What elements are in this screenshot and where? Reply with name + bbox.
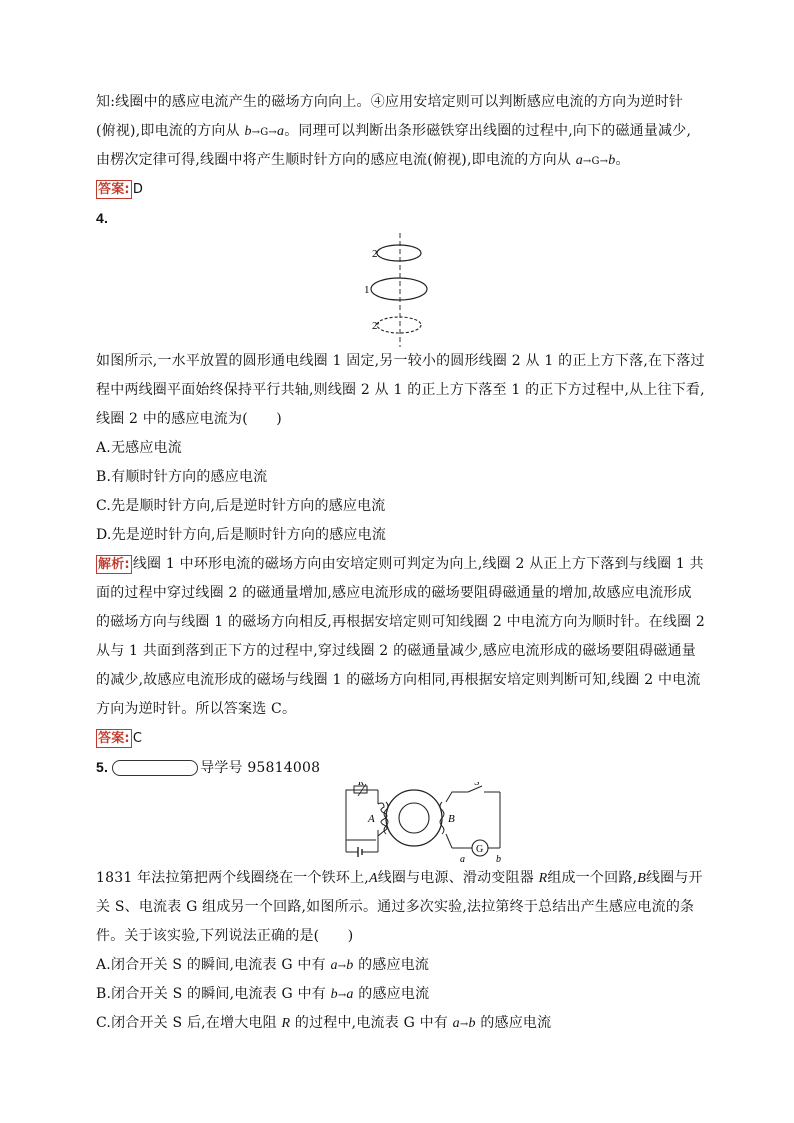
guide-number: 导学号 95814008 xyxy=(200,760,321,776)
guide-badge xyxy=(112,760,198,776)
coil-diagram xyxy=(96,233,696,347)
svg-text:G: G xyxy=(476,844,484,855)
text-line: 1831 年法拉第把两个线圈绕在一个铁环上,A线圈与电源、滑动变阻器 R组成一个回路,B线圈与开 xyxy=(96,870,703,886)
text-line: 由楞次定律可得,线圈中将产生顺时针方向的感应电流(俯视),即电流的方向从 a→G→b。 xyxy=(96,152,630,168)
circuit-figure xyxy=(96,782,696,864)
question-header: 5. 导学号 95814008 xyxy=(96,759,321,776)
iron-ring xyxy=(386,790,442,846)
label-coil-2-prime: 2' xyxy=(372,320,380,332)
option-c: C.先是顺时针方向,后是逆时针方向的感应电流 xyxy=(96,498,386,514)
analysis-line: 解析: 线圈 1 中环形电流的磁场方向由安培定则可判定为向上,线圈 2 从正上方下落到与线圈 1 共 xyxy=(98,556,704,572)
answer-value: C xyxy=(132,731,143,746)
text-line: 件。关于该实验,下列说法正确的是( ) xyxy=(96,928,354,944)
answer-line xyxy=(96,175,696,204)
coil-1 xyxy=(371,278,427,300)
text-line: 关 S、电流表 G 组成另一个回路,如图所示。通过多次实验,法拉第终于总结出产生感应电流的条 xyxy=(96,899,695,915)
analysis-line: 从与 1 共面到落到正下方的过程中,穿过线圈 2 的磁通量减少,感应电流形成的磁场要阻碍磁通量 xyxy=(96,643,696,659)
label-coil-1: 1 xyxy=(364,284,370,296)
text-line: 知:线圈中的感应电流产生的磁场方向向上。④应用安培定则可以判断感应电流的方向为逆时针 xyxy=(96,94,684,110)
option-b: B.有顺时针方向的感应电流 xyxy=(96,469,268,485)
text-line: 如图所示,一水平放置的圆形通电线圈 1 固定,另一较小的圆形线圈 2 从 1 的正上方下落,在下落过 xyxy=(96,353,705,369)
option-b: B.闭合开关 S 的瞬间,电流表 G 中有 b→a 的感应电流 xyxy=(96,986,430,1002)
option-a: A.闭合开关 S 的瞬间,电流表 G 中有 a→b 的感应电流 xyxy=(96,957,430,973)
answer-value: D xyxy=(132,182,144,197)
answer-tag: 答案: xyxy=(98,182,130,197)
option-c: C.闭合开关 S 后,在增大电阻 R 的过程中,电流表 G 中有 a→b 的感应电流 xyxy=(96,1015,552,1031)
analysis-line: 方向为逆时针。所以答案选 C。 xyxy=(96,701,297,717)
question-number: 4. xyxy=(96,210,109,226)
coil-figure xyxy=(96,233,696,347)
label-s: S xyxy=(474,782,480,788)
coil-2-top xyxy=(377,245,421,261)
label-b-terminal: b xyxy=(496,854,501,864)
label-a-coil: A xyxy=(368,813,375,825)
analysis-tag: 解析: xyxy=(98,557,130,572)
analysis-line: 面的过程中穿过线圈 2 的磁通量增加,感应电流形成的磁场要阻碍磁通量的增加,故感应电流形成 xyxy=(96,585,692,601)
faraday-circuit-diagram xyxy=(96,782,696,864)
label-b-coil: B xyxy=(448,813,455,825)
answer-line xyxy=(96,724,696,753)
label-a-terminal: a xyxy=(460,854,465,864)
label-r: R xyxy=(358,782,365,788)
coil-2-bottom xyxy=(377,317,421,333)
label-coil-2: 2 xyxy=(372,248,378,260)
document-page xyxy=(96,88,706,1038)
option-a: A.无感应电流 xyxy=(96,440,182,456)
text-line: 程中两线圈平面始终保持平行共轴,则线圈 2 从 1 的正上方下落至 1 的正下方过程中,从上往下看, xyxy=(96,382,705,398)
answer-tag: 答案: xyxy=(98,731,130,746)
analysis-line: 的减少,故感应电流形成的磁场与线圈 1 的磁场方向相同,再根据安培定则判断可知,线圈 2 中电流 xyxy=(96,672,701,688)
text-line: 线圈 2 中的感应电流为( ) xyxy=(96,411,282,427)
analysis-line: 的磁场方向与线圈 1 的磁场方向相反,再根据安培定则可知线圈 2 中电流方向为顺时针。在线圈 2 xyxy=(96,614,706,630)
option-d: D.先是逆时针方向,后是顺时针方向的感应电流 xyxy=(96,527,387,543)
text-line: (俯视),即电流的方向从 b→G→a。同理可以判断出条形磁铁穿出线圈的过程中,向下的磁通量减少, xyxy=(96,123,692,139)
